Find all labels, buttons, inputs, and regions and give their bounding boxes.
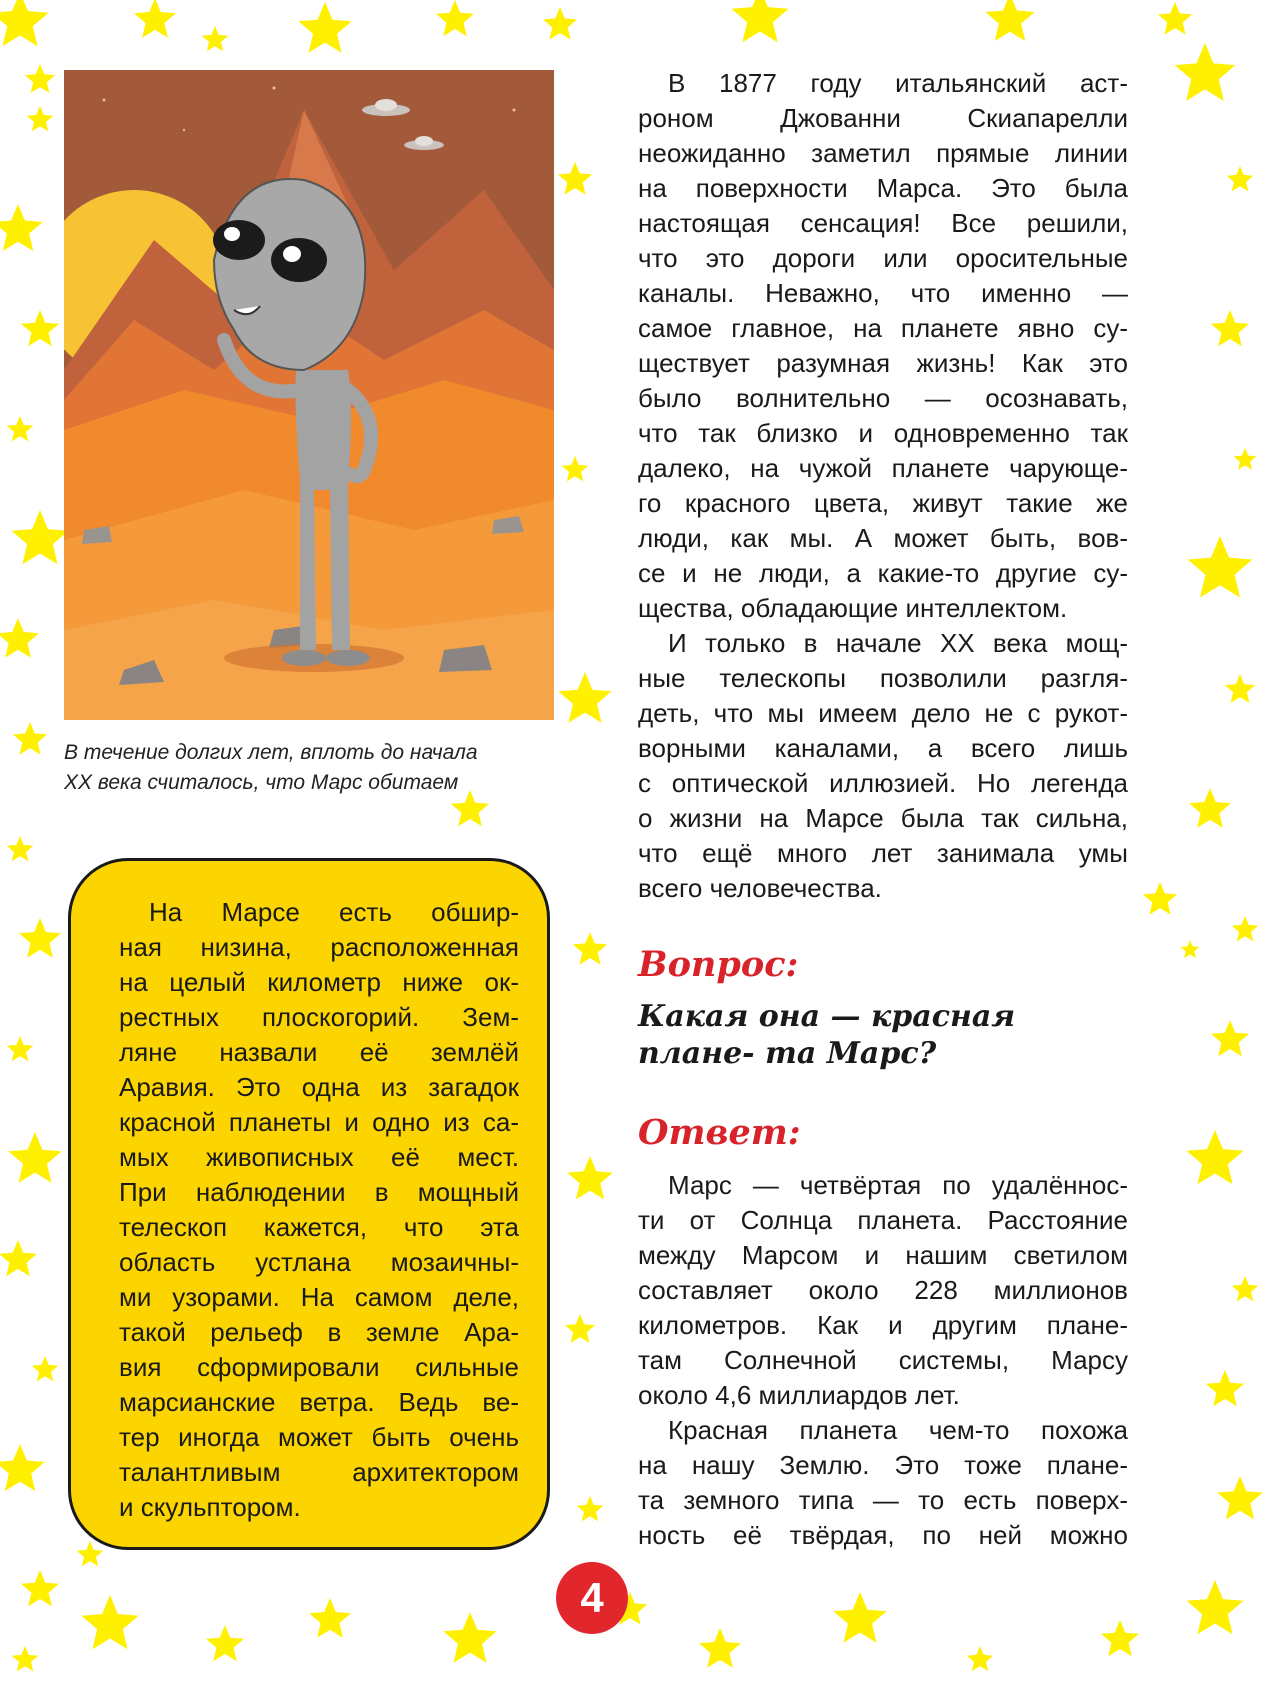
- text-line: В 1877 году итальянский аст-: [668, 68, 1128, 98]
- star-icon: [577, 1496, 604, 1521]
- star-icon: [8, 1132, 61, 1183]
- text-line: самое главное, на планете явно су-: [638, 313, 1128, 343]
- star-icon: [833, 1592, 886, 1643]
- star-icon: [699, 1628, 741, 1668]
- text-line: ществует разумная жизнь! Как это: [638, 348, 1128, 378]
- question-heading: Вопрос:: [638, 944, 799, 985]
- text-line: и скульптором.: [119, 1492, 301, 1522]
- text-line: далеко, на чужой планете чарующе-: [638, 453, 1128, 483]
- caption-line: XX века считалось, что Марс обитаем: [64, 771, 459, 794]
- star-icon: [1158, 2, 1192, 35]
- star-icon: [543, 7, 577, 40]
- text-line: каналы. Неважно, что именно —: [638, 278, 1128, 308]
- star-icon: [77, 1541, 104, 1566]
- star-icon: [21, 1570, 59, 1606]
- text-line: го красного цвета, живут такие же: [638, 488, 1128, 518]
- text-line: ворными каналами, а всего лишь: [638, 733, 1128, 763]
- text-line: такой рельеф в земле Ара-: [119, 1317, 519, 1347]
- alien-illustration: [64, 70, 554, 720]
- text-line: деть, что мы имеем дело не с рукот-: [638, 698, 1128, 728]
- text-line: роном Джованни Скиапарелли: [638, 103, 1128, 133]
- text-line: ляне назвали её землёй: [119, 1037, 519, 1067]
- star-icon: [558, 672, 611, 723]
- text-line: люди, как мы. А может быть, вов-: [638, 523, 1128, 553]
- star-icon: [1234, 448, 1257, 470]
- star-icon: [443, 1612, 496, 1663]
- star-icon: [206, 1625, 244, 1661]
- text-line: ные телескопы позволили разгля-: [638, 663, 1128, 693]
- star-icon: [573, 932, 607, 965]
- text-line: неожиданно заметил прямые линии: [638, 138, 1128, 168]
- text-line: ность её твёрдая, по ней можно: [638, 1520, 1128, 1550]
- text-line: с оптической иллюзией. Но легенда: [638, 768, 1128, 798]
- text-line: телескоп кажется, что эта: [119, 1212, 519, 1242]
- star-icon: [12, 1646, 39, 1671]
- text-line: И только в начале XX века мощ-: [668, 628, 1128, 658]
- star-icon: [19, 918, 61, 958]
- star-icon: [1217, 1476, 1263, 1519]
- star-icon: [1206, 1370, 1244, 1406]
- text-line: тер иногда может быть очень: [119, 1422, 519, 1452]
- star-icon: [1101, 1620, 1139, 1656]
- text-line: настоящая сенсация! Все решили,: [638, 208, 1128, 238]
- star-icon: [1225, 674, 1255, 703]
- star-icon: [27, 106, 54, 131]
- page-number: 4: [556, 1562, 628, 1634]
- star-icon: [1187, 1130, 1244, 1184]
- star-icon: [202, 26, 229, 51]
- star-icon: [1232, 916, 1259, 941]
- text-line: составляет около 228 миллионов: [638, 1275, 1128, 1305]
- star-icon: [12, 510, 69, 564]
- text-line: было волнительно — осознавать,: [638, 383, 1128, 413]
- text-line: там Солнечной системы, Марсу: [638, 1345, 1128, 1375]
- star-icon: [1187, 1580, 1244, 1634]
- star-icon: [309, 1598, 351, 1638]
- star-icon: [0, 1240, 37, 1276]
- star-icon: [1189, 788, 1231, 828]
- star-icon: [1211, 310, 1249, 346]
- star-icon: [0, 1444, 45, 1491]
- answer-text: [638, 1168, 1128, 1553]
- text-line: ми узорами. На самом деле,: [119, 1282, 519, 1312]
- star-icon: [82, 1595, 139, 1649]
- star-icon: [1227, 166, 1254, 191]
- text-line: та земного типа — то есть поверх-: [638, 1485, 1128, 1515]
- intro-text: [638, 66, 1128, 906]
- star-icon: [7, 836, 34, 861]
- star-icon: [0, 618, 39, 658]
- answer-heading: Ответ:: [638, 1112, 801, 1153]
- text-line: ти от Солнца планета. Расстояние: [638, 1205, 1128, 1235]
- text-line: между Марсом и нашим светилом: [638, 1240, 1128, 1270]
- star-icon: [565, 1314, 595, 1343]
- star-icon: [32, 1356, 59, 1381]
- star-icon: [1143, 882, 1177, 915]
- text-line: На Марсе есть обшир-: [149, 897, 519, 927]
- star-icon: [1181, 940, 1200, 958]
- star-icon: [1188, 536, 1253, 598]
- star-icon: [298, 2, 351, 53]
- text-line: та Марс?: [765, 1036, 937, 1071]
- star-icon: [13, 722, 47, 755]
- text-line: красной планеты и одно из са-: [119, 1107, 519, 1137]
- text-line: около 4,6 миллиардов лет.: [638, 1380, 960, 1410]
- star-icon: [0, 204, 43, 251]
- star-icon: [1175, 43, 1236, 101]
- text-line: се и не люди, а какие-то другие су-: [638, 558, 1128, 588]
- star-icon: [7, 1036, 34, 1061]
- text-line: на нашу Землю. Это тоже плане-: [638, 1450, 1128, 1480]
- fact-box-text: [119, 895, 519, 1525]
- text-line: что это дороги или оросительные: [638, 243, 1128, 273]
- star-icon: [732, 0, 789, 42]
- text-line: мых живописных её мест.: [119, 1142, 519, 1172]
- star-icon: [134, 0, 176, 38]
- star-icon: [1232, 1276, 1259, 1301]
- star-icon: [25, 64, 55, 93]
- star-icon: [436, 0, 474, 36]
- fact-box: [68, 858, 550, 1550]
- text-line: область устлана мозаичны-: [119, 1247, 519, 1277]
- text-line: При наблюдении в мощный: [119, 1177, 519, 1207]
- text-line: о жизни на Марсе была так сильна,: [638, 803, 1128, 833]
- illustration-caption: [64, 738, 564, 798]
- text-line: что ещё много лет занимала умы: [638, 838, 1128, 868]
- text-line: Марс — четвёртая по удалённос-: [668, 1170, 1128, 1200]
- star-icon: [562, 456, 589, 481]
- text-line: Красная планета чем-то похожа: [668, 1415, 1128, 1445]
- text-line: Аравия. Это одна из загадок: [119, 1072, 519, 1102]
- star-icon: [7, 416, 34, 441]
- star-icon: [558, 162, 592, 195]
- text-line: на поверхности Марса. Это была: [638, 173, 1128, 203]
- star-icon: [967, 1646, 994, 1671]
- text-line: Какая она — красная плане-: [638, 999, 1016, 1071]
- text-line: рестных плоскогорий. Зем-: [119, 1002, 519, 1032]
- text-line: вия сформировали сильные: [119, 1352, 519, 1382]
- star-icon: [21, 310, 59, 346]
- question-text: [638, 998, 1128, 1072]
- text-line: на целый километр ниже ок-: [119, 967, 519, 997]
- star-icon: [567, 1156, 613, 1199]
- text-line: щества, обладающие интеллектом.: [638, 593, 1068, 623]
- text-line: талантливым архитектором: [119, 1457, 519, 1487]
- text-line: что так близко и одновременно так: [638, 418, 1128, 448]
- star-icon: [985, 0, 1034, 41]
- star-icon: [1211, 1020, 1249, 1056]
- caption-line: В течение долгих лет, вплоть до начала: [64, 741, 478, 764]
- text-line: марсианские ветра. Ведь ве-: [119, 1387, 519, 1417]
- text-line: ная низина, расположенная: [119, 932, 519, 962]
- text-line: километров. Как и другим плане-: [638, 1310, 1128, 1340]
- star-icon: [0, 0, 49, 46]
- text-line: всего человечества.: [638, 873, 882, 903]
